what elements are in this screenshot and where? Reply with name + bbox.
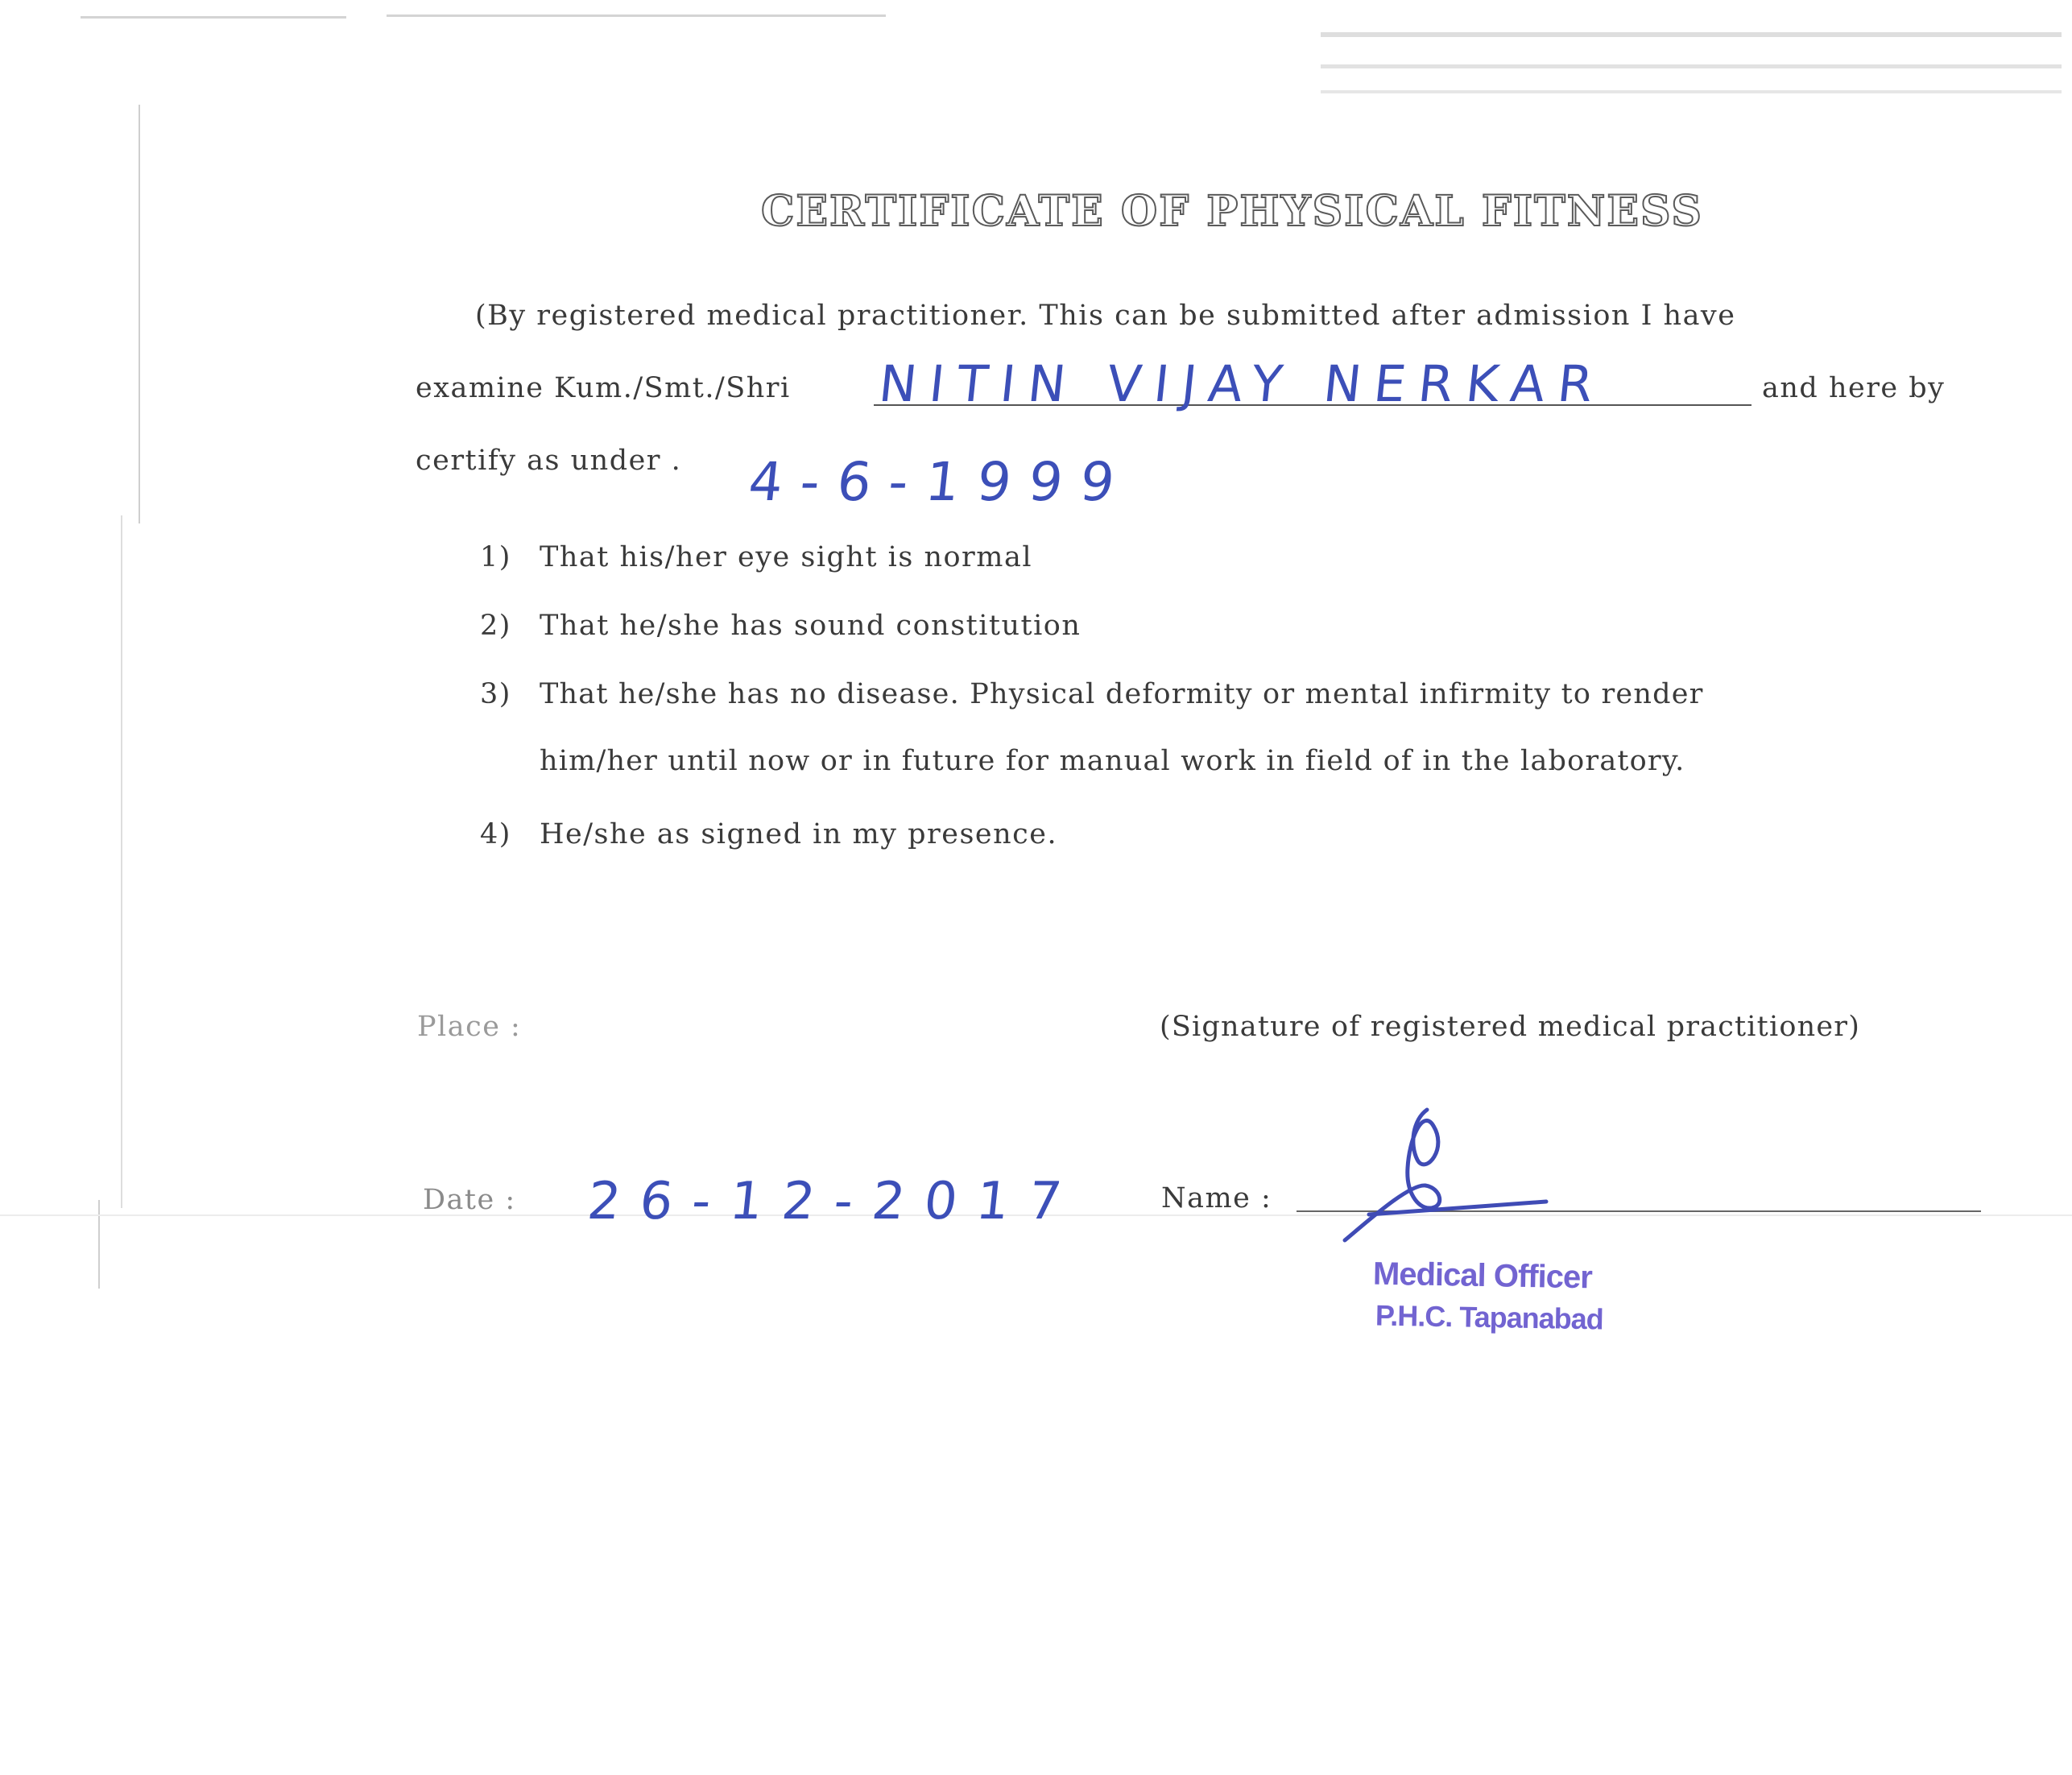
item-text-continued: him/her until now or in future for manual work in field of in the laboratory. <box>540 745 1685 777</box>
intro-line-3: certify as under . <box>416 445 682 477</box>
item-text: That he/she has sound constitution <box>540 610 1081 642</box>
stamp-line-2: P.H.C. Tapanabad <box>1375 1298 1604 1336</box>
scan-noise <box>1321 64 2062 68</box>
intro-line-1: (By registered medical practitioner. This can be submitted after admission I have <box>475 300 1736 332</box>
item-number: 1) <box>480 541 511 573</box>
place-label: Place : <box>417 1011 522 1043</box>
signature-label: (Signature of registered medical practitioner) <box>1160 1011 1861 1043</box>
doctor-signature <box>1337 1087 1578 1272</box>
birth-date: 4-6-1999 <box>745 451 1135 513</box>
scan-noise <box>387 14 886 17</box>
intro-line-2-prefix: examine Kum./Smt./Shri <box>416 372 791 404</box>
page-title: CERTIFICATE OF PHYSICAL FITNESS <box>761 187 1703 236</box>
scan-noise <box>1321 90 2062 93</box>
issue-date: 26-12-2017 <box>585 1172 1084 1231</box>
scan-noise <box>81 16 346 19</box>
scan-noise <box>1321 32 2062 37</box>
name-label: Name : <box>1161 1182 1272 1214</box>
candidate-name: NITIN VIJAY NERKAR <box>876 354 1609 413</box>
intro-line-2-suffix: and here by <box>1762 372 1946 404</box>
scan-edge <box>121 515 122 1208</box>
item-number: 4) <box>480 818 511 850</box>
stamp-line-1: Medical Officer <box>1372 1256 1593 1296</box>
item-text: That he/she has no disease. Physical deformity or mental infirmity to render <box>540 678 1704 710</box>
scan-edge <box>139 105 140 523</box>
scan-edge <box>98 1200 100 1289</box>
date-label: Date : <box>423 1184 516 1216</box>
item-number: 2) <box>480 610 511 642</box>
item-number: 3) <box>480 678 511 710</box>
item-text: He/she as signed in my presence. <box>540 818 1058 850</box>
item-text: That his/her eye sight is normal <box>540 541 1033 573</box>
